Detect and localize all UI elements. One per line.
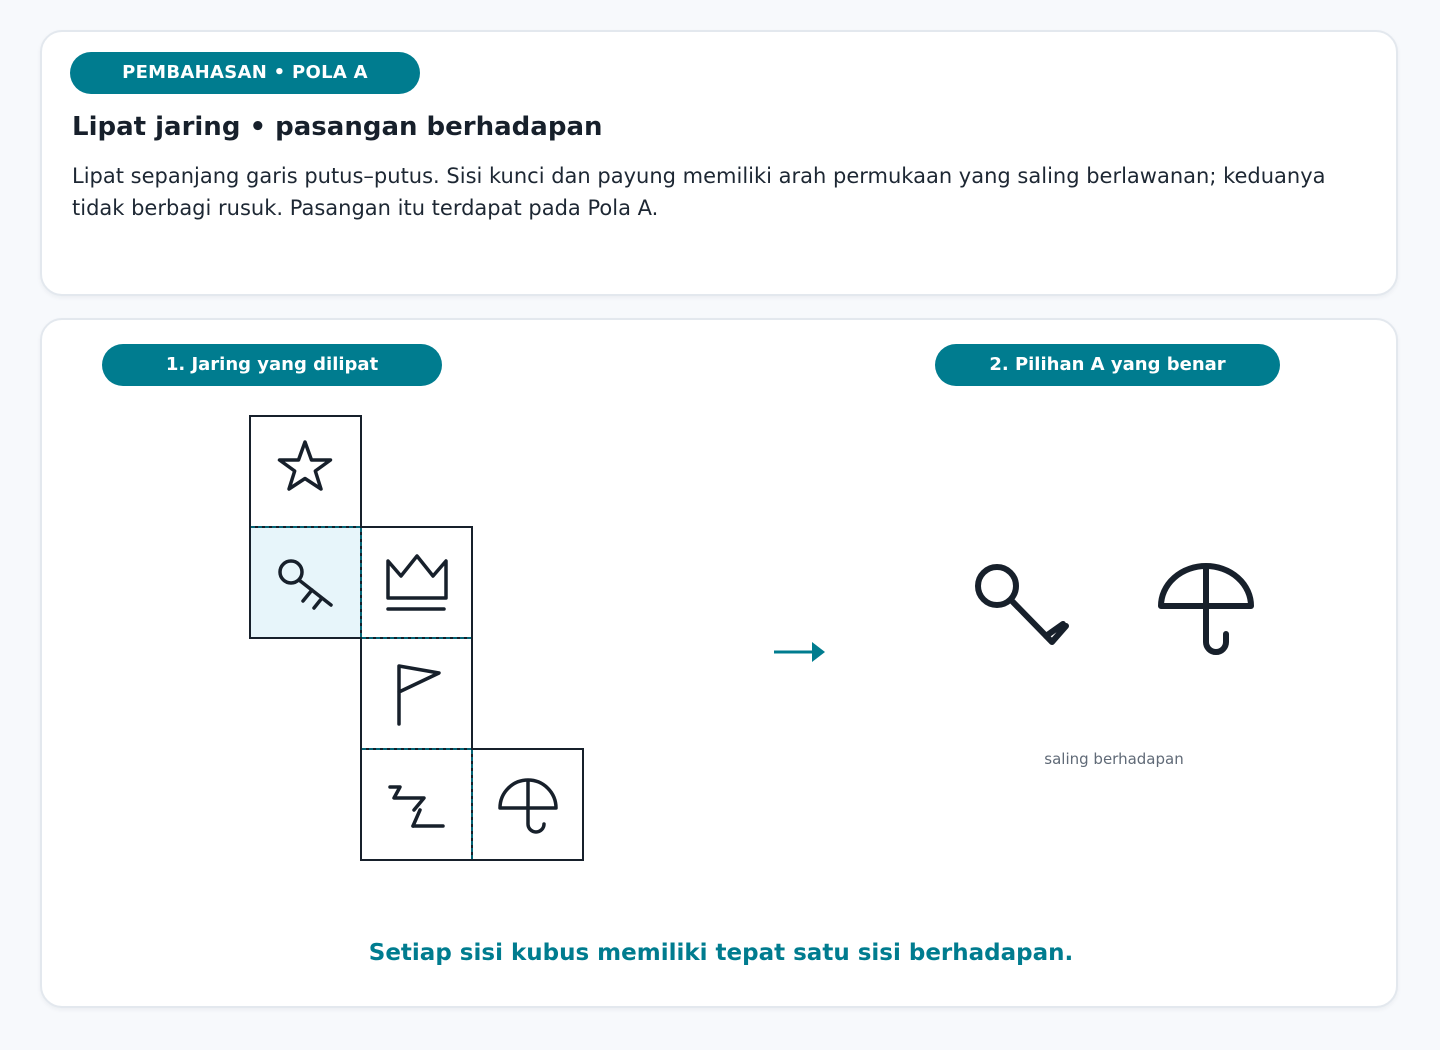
net-face-flag [361, 638, 472, 749]
section-badge: PEMBAHASAN • POLA A [70, 52, 420, 94]
arrow-right-icon [774, 642, 825, 662]
page-title: Lipat jaring • pasangan berhadapan [72, 112, 603, 142]
result-key-icon [978, 567, 1066, 642]
step-1-label: 1. Jaring yang dilipat [102, 344, 442, 386]
net-diagram [42, 320, 1398, 1008]
diagram-card [40, 318, 1398, 1008]
explanation-card [40, 30, 1398, 296]
result-umbrella-icon [1161, 566, 1251, 652]
net-face-crown [361, 527, 472, 638]
pair-caption: saling berhadapan [1044, 750, 1184, 768]
explanation-text: Lipat sepanjang garis putus–putus. Sisi kunci dan payung memiliki arah permukaan yang saling berlawanan; keduanya tidak berbagi rusuk. Pasangan itu terdapat pada Pola A. [72, 164, 1326, 220]
net-face-key [250, 527, 361, 638]
net-face-star [250, 416, 361, 527]
cube-net [250, 416, 583, 860]
step-2-label: 2. Pilihan A yang benar [935, 344, 1280, 386]
summary-text: Setiap sisi kubus memiliki tepat satu sisi berhadapan. [368, 940, 1074, 966]
